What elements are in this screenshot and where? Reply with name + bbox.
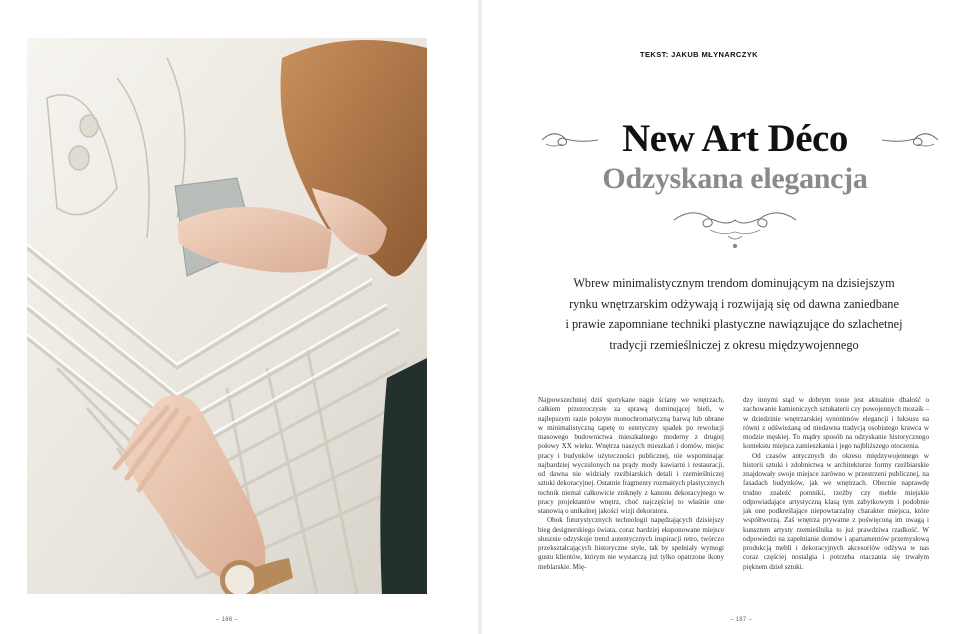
lead-line: rynku wnętrzarskim odżywają i rozwijają się od dawna zaniedbane xyxy=(569,296,899,311)
left-page-number: – 186 – xyxy=(216,617,239,623)
body-column-1 xyxy=(538,396,724,572)
right-page-number: – 187 – xyxy=(730,617,753,623)
article-subtitle: Odzyskana elegancja xyxy=(602,162,868,195)
body-column-2 xyxy=(743,396,929,572)
lead-line: i prawie zapomniane techniki plastyczne nawiązujące do szlachetnej xyxy=(565,317,903,331)
center-divider-ornament xyxy=(670,206,800,250)
body-paragraph: Od czasów antycznych do okresu międzywojennego w historii sztuki i zdobnictwa w architekturze formy rzeźbiarskie znajdowały swoje miejsce zarówno w przestrzeni publicznej, na fasadach budynków, jak we wnętrzach. Obecnie naprawdę trudno znaleźć pomniki, rzeźby czy meble miejskie odpowiadające artystyczną klasą tym zabytkowym i podobnie jak one podkreślające niepowtarzalny charakter miejsca, które współtworzą. Zaś wnętrza prywatne z poświęconą im uwagą i kunsztem artysty rzemieślnika to już prawdziwa rzadkość. W odpowiedzi na zapełnianie domów i apartamentów przemysłową produkcją mebli i dekoracyjnych akcesoriów odżywa w nas coraz częściej nostalgia i potrzeba otaczania się trwałym pięknem dzieł sztuki. xyxy=(743,451,929,571)
lead-line: tradycji rzemieślniczej z okresu międzywojennego xyxy=(609,337,859,352)
byline: TEKST: JAKUB MŁYNARCZYK xyxy=(640,50,758,59)
article-lead xyxy=(528,273,940,355)
spread-gutter xyxy=(478,0,482,634)
body-paragraph: Obok futurystycznych technologii napędzających dzisiejszy bieg designerskiego świata, coraz bardziej eksponowane miejsce słusznie odzyskuje trend autentycznych inspiracji retro, twórczo przekształcających historyczne style, tak by spełniały wymogi gustu klientów, którym nie wystarczą już tylko opatrzone ikony meblarskie. Mię- xyxy=(538,516,724,571)
artisan-sanding-relief-photo xyxy=(27,38,427,594)
body-paragraph: dzy innymi stąd w dobrym tonie jest aktualnie dbałość o zachowanie kamieniczych sztukaterii czy powojennych mozaik – w dziedzinie wnętrzarskiej synonimów elegancji i luksusu na równi z odświeżaną od niedawna tradycją osobistego krawca w modzie męskiej. To mądry sposób na odzyskanie historycznego kontekstu miejsca zamieszkania i jego najbliższego otoczenia. xyxy=(743,396,929,451)
lead-line: Wbrew minimalistycznym trendom dominującym na dzisiejszym xyxy=(573,276,895,290)
body-paragraph: Najpowszechniej dziś spotykane nagie ściany we wnętrzach, całkiem przezroczyste za sprawą dominującej bieli, w najlepszym razie pokryte monochromatyczną barwą lub ubrane w minimalistyczną tapetę to estetyczny spadek po rewolucji masowego budownictwa mieszkalnego moderny z drugiej połowy XX wieku. Wnętrza naszych mieszkań i domów, miejsc pracy i budynków użyteczności publicznej, nie wspominając najbardziej wyczulonych na prądy mody kawiarni i restauracji, od dawna nie widziały rzeźbiarskich detali i rzemieślniczej sztuki dekoracyjnej. Ostatnie fragmenty rozmaitych plastycznych technik niemal całkowicie zniknęły z kanonu dekoracyjnego w pracy projektantów wnętrz, choć najczęściej to właśnie one stanowią o unikalnej jakości wizji dekoratora. xyxy=(538,396,724,515)
article-title: New Art Déco xyxy=(622,117,848,160)
